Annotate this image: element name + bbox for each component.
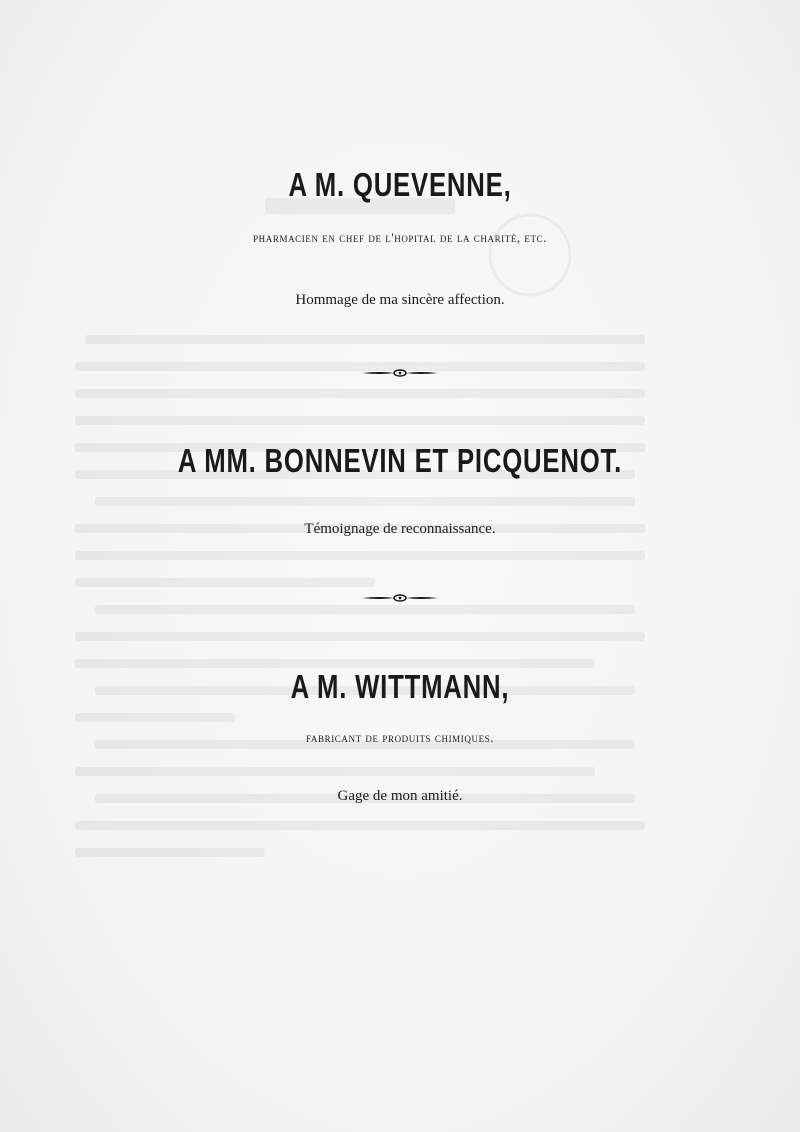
ornament-divider [0, 366, 800, 384]
dedication-heading: A MM. BONNEVIN ET PICQUENOT. [177, 442, 623, 479]
dedication-subtitle-row [0, 231, 800, 246]
dedication-block-bonnevin-picquenot [0, 442, 800, 480]
dedication-text-row [0, 521, 800, 538]
dedication-subtitle-row [0, 731, 800, 746]
dedication-text: Témoignage de reconnaissance. [304, 521, 496, 537]
dedication-text: Hommage de ma sincère affection. [295, 292, 505, 308]
dedication-heading: A M. QUEVENNE, [288, 166, 512, 203]
dedication-subtitle: pharmacien en chef de l'hopital de la charité, etc. [253, 231, 547, 245]
dedication-block-quevenne [0, 166, 800, 204]
ornament-divider [0, 591, 800, 609]
dedication-heading: A M. WITTMANN, [290, 668, 510, 705]
flourish-ornament-icon [360, 592, 440, 604]
dedication-subtitle: fabricant de produits chimiques. [305, 731, 495, 745]
dedication-text-row [0, 788, 800, 805]
dedication-text: Gage de mon amitié. [337, 788, 463, 804]
dedication-text-row [0, 292, 800, 309]
flourish-ornament-icon [360, 367, 440, 379]
dedication-block-wittmann [0, 668, 800, 706]
